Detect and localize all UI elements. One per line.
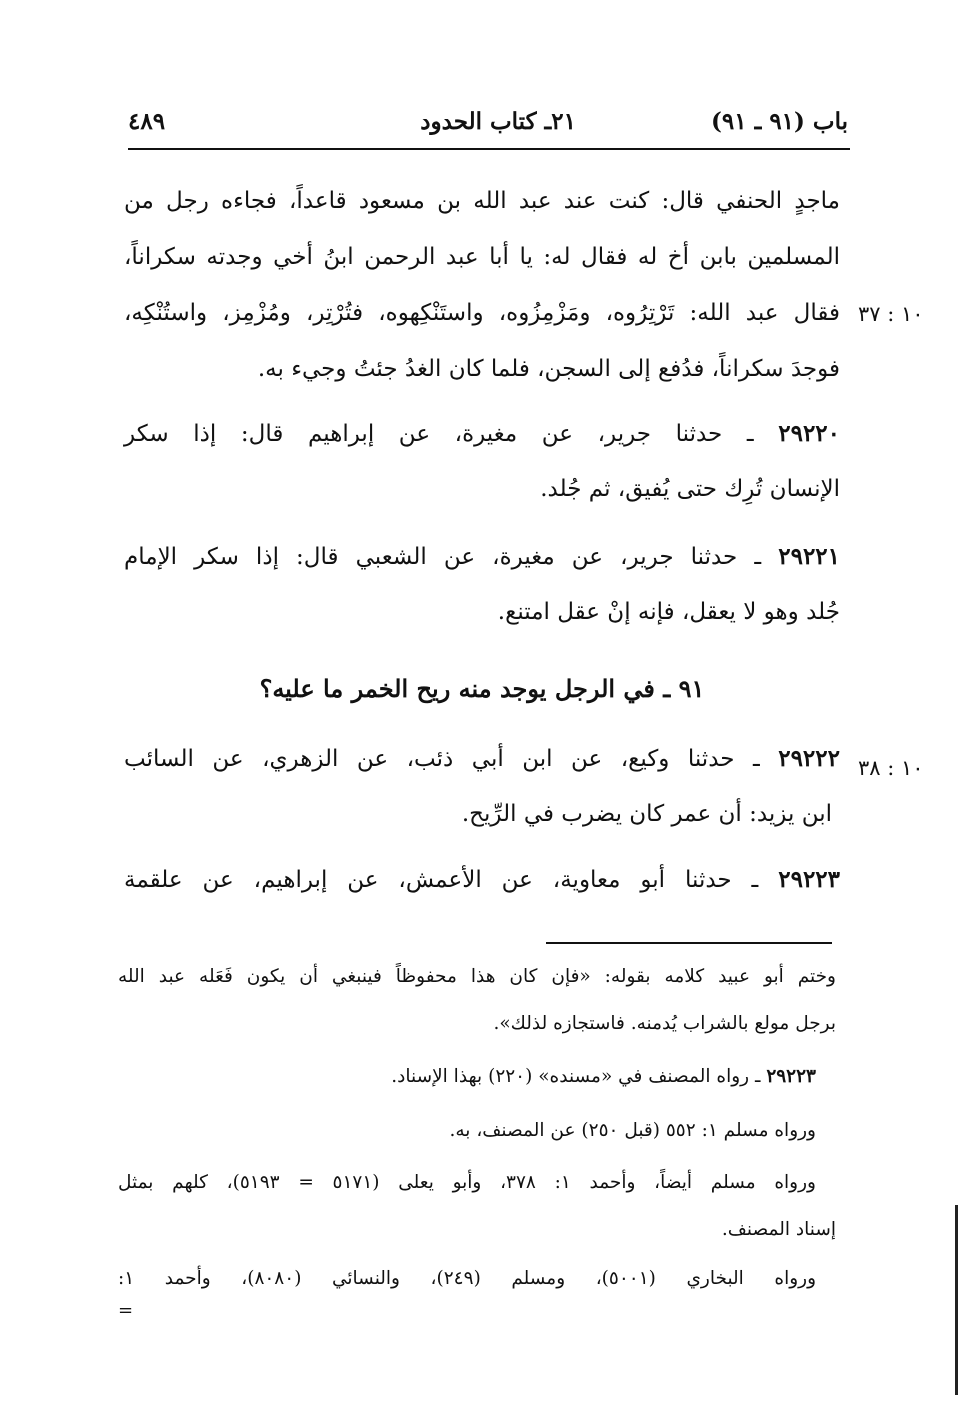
footnote-line: ورواه البخاري (٥٠٠١)، ومسلم (٢٤٩)، والنسائي (٨٠٨٠)، وأحمد ١:: [118, 1268, 817, 1289]
chapter-title: باب (٩١ ـ ٩١): [710, 108, 848, 135]
footnote-hadith-number: ٢٩٢٢٣: [766, 1066, 816, 1087]
hadith-line: [124, 866, 840, 893]
body-line: جُلد وهو لا يعقل، فإنه إنْ عقل امتنع.: [497, 599, 840, 625]
hadith-text: ـ حدثنا أبو معاوية، عن الأعمش، عن إبراهيم، عن علقمة: [124, 867, 759, 893]
footnote-line: وختم أبو عبيد كلامه بقوله: «فإن كان هذا محفوظاً فينبغي أن يكون فَعَله عبد الله: [118, 966, 836, 987]
hadith-text: ـ حدثنا جرير، عن مغيرة، عن إبراهيم قال: إذا سكر: [124, 421, 754, 447]
footnote-line: إسناد المصنف.: [721, 1219, 836, 1240]
body-line: فوجدَ سكراناً، فدُفع إلى السجن، فلما كان الغدُ جئتُ وجيء به.: [257, 356, 840, 382]
section-heading: ٩١ ـ في الرجل يوجد منه ريح الخمر ما عليه؟: [259, 674, 705, 703]
body-line: الإنسان تُرِك حتى يُفيق، ثم جُلد.: [540, 476, 840, 502]
margin-reference: ١٠ : ٣٧: [858, 302, 924, 326]
margin-reference: ١٠ : ٣٨: [858, 756, 924, 780]
running-header: [128, 104, 848, 144]
header-rule: [128, 148, 850, 150]
footnote-line: برجل مولع بالشراب يُدمنه. فاستجازه لذلك».: [493, 1013, 836, 1034]
book-title: ٢١ـ كتاب الحدود: [420, 108, 576, 135]
page-number: ٤٨٩: [128, 108, 166, 135]
hadith-number: ٢٩٢٢٢: [778, 745, 840, 772]
footnote-line: [391, 1066, 816, 1087]
footnote-line: ورواه مسلم أيضاً، وأحمد ١: ٣٧٨، وأبو يعلى (٥١٧١ = ٥١٩٣)، كلهم بمثل: [118, 1172, 816, 1193]
hadith-text: ـ حدثنا جرير، عن مغيرة، عن الشعبي قال: إذا سكر الإمام: [124, 544, 762, 570]
footnote-rule: [546, 942, 832, 944]
footnote-line: ورواه مسلم ١: ٥٥٢ (قبل ٢٥٠) عن المصنف، به.: [449, 1120, 816, 1141]
scan-edge: [955, 1205, 958, 1395]
body-line: فقال عبد الله: تَرْتِرُوه، ومَزْمِزُوه، واستَنْكِهوه، فتُرْتِر، ومُزْمِز، واستُنْكِه،: [124, 300, 840, 326]
body-line: المسلمين بابن أخ له فقال له: يا أبا عبد الرحمن ابنُ أخي وجدته سكراناً،: [124, 244, 840, 270]
footnote-text: ـ رواه المصنف في «مسنده» (٢٢٠) بهذا الإسناد.: [391, 1066, 761, 1087]
continuation-mark: =: [118, 1300, 134, 1321]
body-line: ماجدٍ الحنفي قال: كنت عند عبد الله بن مسعود قاعداً، فجاءه رجل من: [124, 188, 840, 214]
hadith-number: ٢٩٢٢٠: [778, 420, 841, 447]
hadith-number: ٢٩٢٢١: [778, 543, 841, 570]
hadith-line: [124, 420, 840, 447]
body-line: ابن يزيد: أن عمر كان يضرب في الرِّيح.: [461, 801, 832, 827]
hadith-line: [124, 745, 840, 772]
hadith-line: [124, 543, 840, 570]
hadith-text: ـ حدثنا وكيع، عن ابن أبي ذئب، عن الزهري، عن السائب: [124, 746, 760, 772]
hadith-number: ٢٩٢٢٣: [778, 866, 841, 893]
